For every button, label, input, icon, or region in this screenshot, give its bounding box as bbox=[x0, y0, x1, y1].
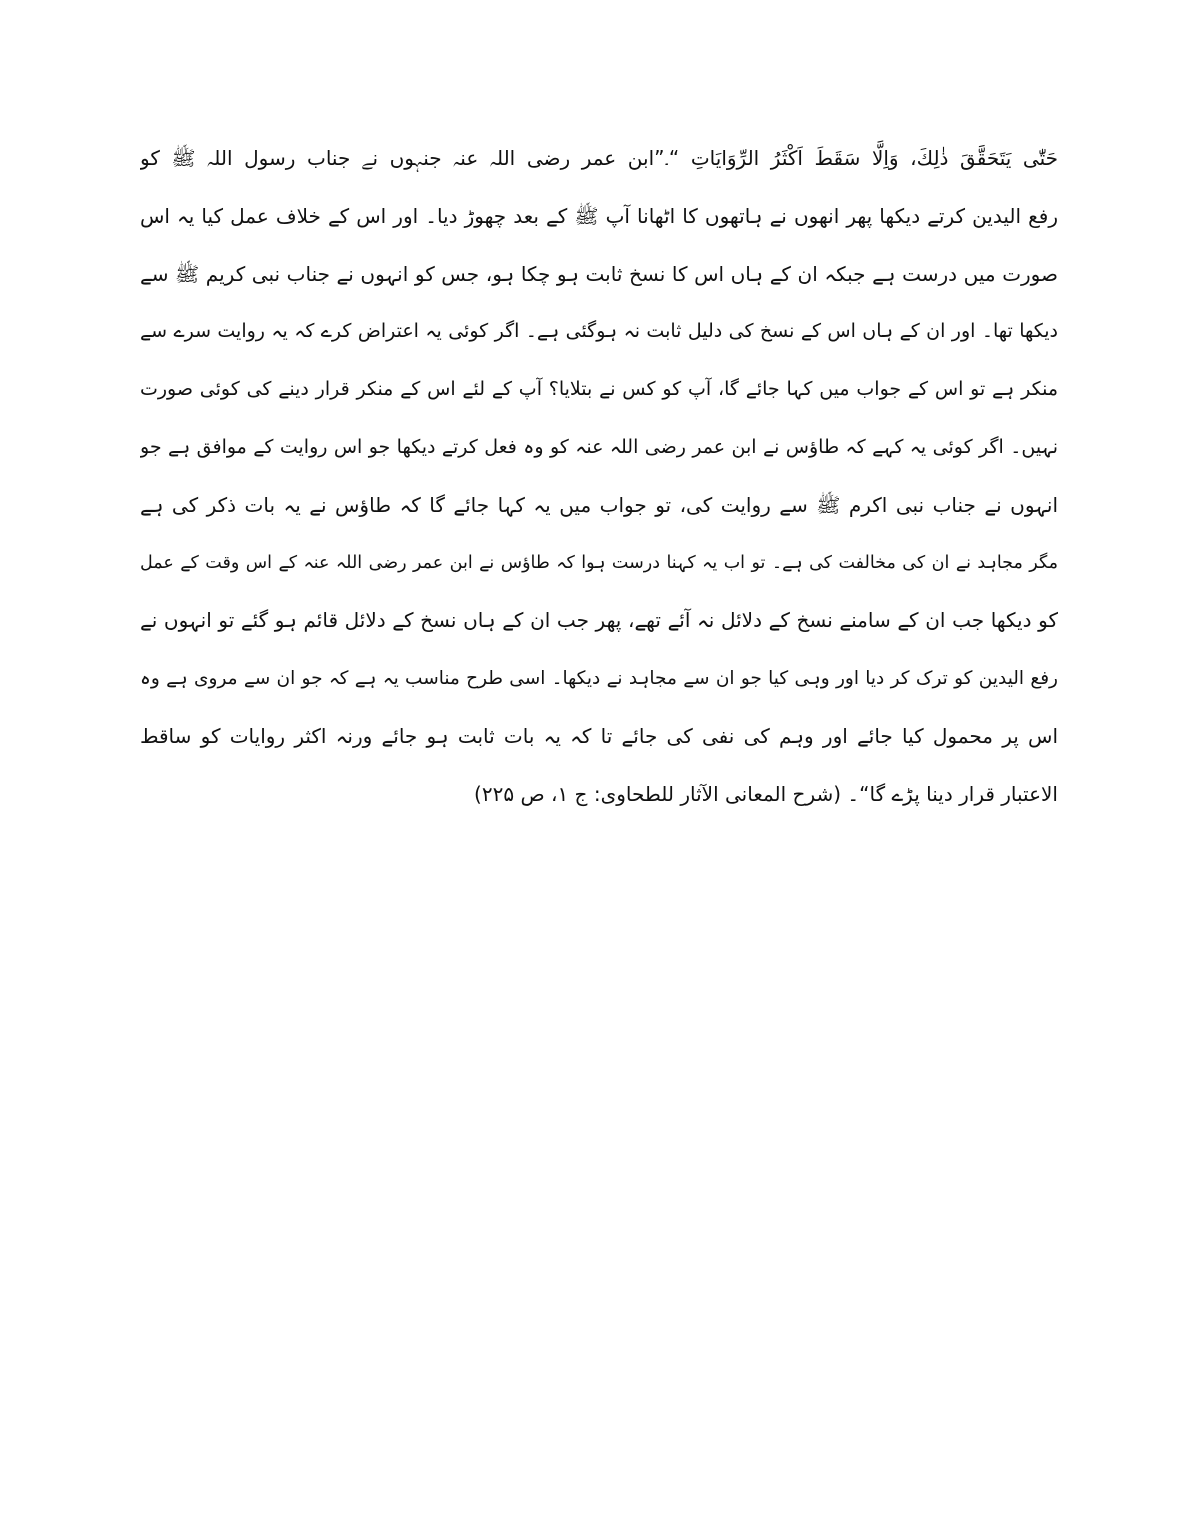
text-line-12-citation: الاعتبار قرار دینا پڑے گا“۔ (شرح المعانی الآثار للطحاوی: ج ۱، ص ۲۲۵) bbox=[474, 781, 1058, 806]
text-line-7: انہوں نے جناب نبی اکرم ﷺ سے روایت کی، تو جواب میں یہ کہا جائے گا کہ طاؤس نے یہ بات ذکر کی ہے bbox=[140, 492, 1058, 517]
text-line-1: حَتّٰى يَتَحَقَّقَ ذٰلِكَ، وَاِلَّا سَقَطَ اَكْثَرُ الرِّوَايَاتِ “۔”ابن عمر رضی اللہ عنہ جنہوں نے جناب رسول اللہ ﷺ کو bbox=[140, 146, 1058, 170]
text-line-11: اس پر محمول کیا جائے اور وہم کی نفی کی جائے تا کہ یہ بات ثابت ہو جائے ورنہ اکثر روایات کو ساقط bbox=[140, 723, 1058, 748]
text-line-9: کو دیکھا جب ان کے سامنے نسخ کے دلائل نہ آئے تھے، پھر جب ان کے ہاں نسخ کے دلائل قائم ہو گئے تو انہوں نے bbox=[140, 608, 1058, 633]
text-line-2: رفع الیدین کرتے دیکھا پھر انھوں نے ہاتھوں کا اٹھانا آپ ﷺ کے بعد چھوڑ دیا۔ اور اس کے خلاف عمل کیا یہ اس bbox=[140, 203, 1058, 228]
text-line-5: منکر ہے تو اس کے جواب میں کہا جائے گا، آپ کو کس نے بتلایا؟ آپ کے لئے اس کے منکر قرار دینے کی کوئی صورت bbox=[140, 378, 1058, 401]
text-line-6: نہیں۔ اگر کوئی یہ کہے کہ طاؤس نے ابن عمر رضی اللہ عنہ کو وہ فعل کرتے دیکھا جو اس روایت کے موافق ہے جو bbox=[140, 435, 1058, 458]
text-line-3: صورت میں درست ہے جبکہ ان کے ہاں اس کا نسخ ثابت ہو چکا ہو، جس کو انہوں نے جناب نبی کریم ﷺ سے bbox=[140, 261, 1058, 286]
text-line-4: دیکھا تھا۔ اور ان کے ہاں اس کے نسخ کی دلیل ثابت نہ ہوگئی ہے۔ اگر کوئی یہ اعتراض کرے کہ یہ روایت سرے سے bbox=[140, 320, 1058, 343]
urdu-text-block bbox=[140, 130, 1058, 824]
text-line-8: مگر مجاہد نے ان کی مخالفت کی ہے۔ تو اب یہ کہنا درست ہوا کہ طاؤس نے ابن عمر رضی اللہ عنہ کے اس وقت کے عمل bbox=[140, 552, 1058, 573]
text-line-10: رفع الیدین کو ترک کر دیا اور وہی کیا جو ان سے مجاہد نے دیکھا۔ اسی طرح مناسب یہ ہے کہ جو ان سے مروی ہے وہ bbox=[140, 668, 1058, 690]
